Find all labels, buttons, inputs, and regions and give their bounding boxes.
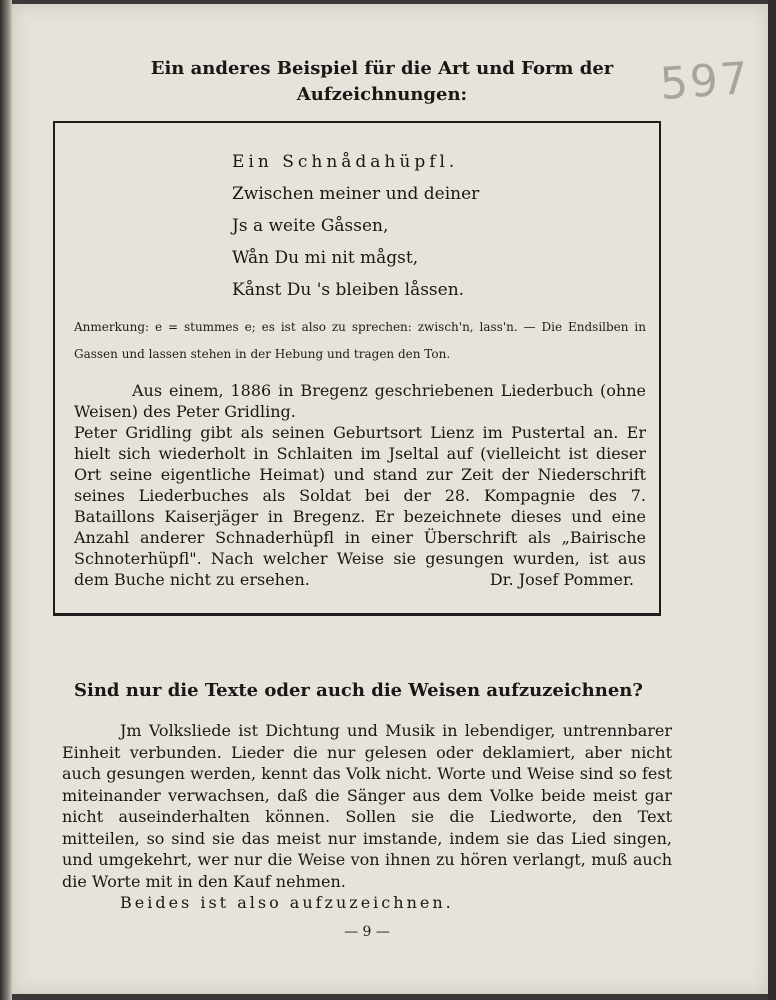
signature: Dr. Josef Pommer. [489, 570, 634, 589]
poem-line: Wån Du mi nit mågst, [232, 248, 419, 268]
right-edge [768, 0, 776, 1000]
archive-number-handwritten: 597 [658, 52, 752, 111]
poem [232, 146, 512, 306]
source-paragraph [74, 422, 646, 590]
poem-line: Zwischen meiner und deiner [232, 184, 480, 204]
binding-edge [0, 0, 12, 1000]
section-paragraph: Jm Volksliede ist Dichtung und Musik in lebendiger, untrennbarer Einheit verbunden. Lieder die nur gelesen oder deklamiert, aber nicht auch gesungen werden, kennt das Volk nicht. Worte und Weise sind so fest miteinander verwachsen, daß die Sänger aus dem Volke beide meist gar nicht auseinderhalten können. Sollen sie die Liedworte, den Text mitteilen, so sind sie das meist nur imstande, indem sie das Lied singen, und umgekehrt, wer nur die Weise von ihnen zu hören verlangt, muß auch die Worte mit in den Kauf nehmen. [62, 721, 672, 891]
pronunciation-note: Anmerkung: e = stummes e; es ist also zu sprechen: zwisch'n, lass'n. — Die Endsilben in Gassen und lassen stehen in der Hebung und tragen den Ton. [74, 320, 646, 361]
section-conclusion: Beides ist also aufzuzeichnen. [120, 893, 454, 912]
heading-line-1: Ein anderes Beispiel für die Art und Form der [150, 58, 614, 79]
source-line: Aus einem, 1886 in Bregenz geschriebenen Liederbuch (ohne Weisen) des Peter Gridling. [74, 381, 646, 421]
heading-line-2: Aufzeichnungen: [296, 84, 468, 105]
document-page [12, 4, 768, 994]
poem-line: Js a weite Gåssen, [232, 216, 389, 236]
poem-line: Kånst Du 's bleiben låssen. [232, 280, 465, 300]
source-paragraph-text: Peter Gridling gibt als seinen Geburtsort Lienz im Pustertal an. Er hielt sich wiederholt in Schlaiten im Jseltal auf (vielleicht ist dieser Ort seine eigentliche Heimat) und stand zur Zeit der Niederschrift seines Liederbuches als Soldat bei der 28. Kompagnie des 7. Bataillons Kaiserjäger in Bregenz. Er bezeichnete dieses und eine Anzahl anderer Schnaderhüpfl in einer Überschrift als „Bairische Schnoterhüpfl". Nach welcher Weise sie gesungen wurden, ist aus dem Buche nicht zu ersehen. [74, 423, 646, 589]
poem-title: Ein Schnådahüpfl. [232, 152, 459, 172]
page-number: — 9 — [344, 924, 390, 940]
section-body [62, 720, 672, 914]
section-heading: Sind nur die Texte oder auch die Weisen aufzuzeichnen? [74, 680, 643, 701]
